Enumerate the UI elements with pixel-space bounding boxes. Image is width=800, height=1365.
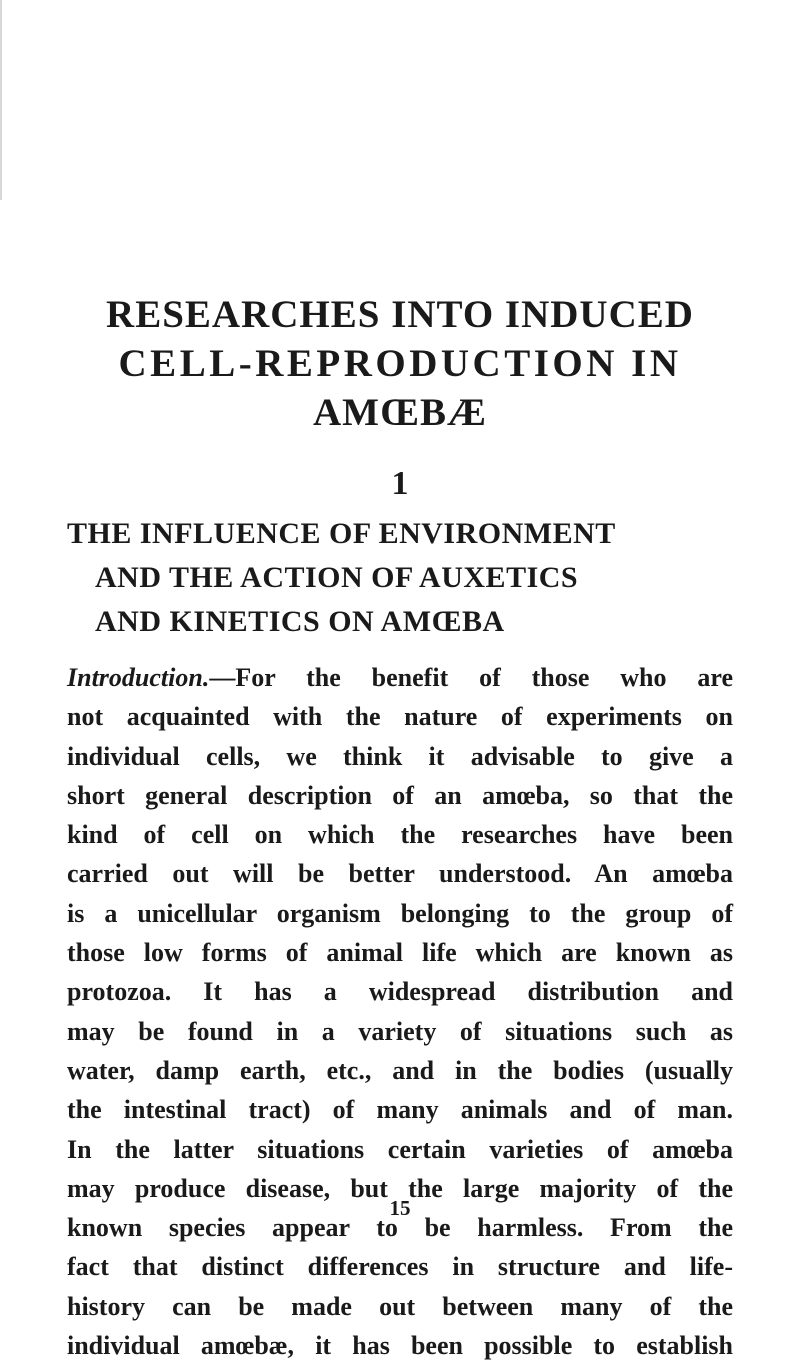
body-line-4: short general description of an amœba, so that the: [67, 780, 733, 810]
body-line-7: is a unicellular organism belonging to the group of: [67, 898, 733, 928]
body-paragraph: [67, 658, 733, 1365]
page-number: 15: [389, 1196, 411, 1220]
body-line-1: [67, 658, 733, 697]
page-edge: [0, 0, 2, 200]
introduction-lead: Introduction.: [67, 663, 210, 692]
body-line-13: In the latter situations certain varieties of amœba: [67, 1134, 733, 1164]
body-line-8: those low forms of animal life which are known as: [67, 938, 733, 968]
body-line-17: history can be made out between many of the: [67, 1291, 733, 1321]
body-line-3: individual cells, we think it advisable to give a: [67, 741, 733, 771]
chapter-number: 1: [391, 465, 409, 502]
body-line-1-text: —For the benefit of those who are: [209, 663, 733, 692]
book-title: [40, 290, 760, 437]
body-line-6: carried out will be better understood. An amœba: [67, 859, 733, 889]
body-line-2: not acquainted with the nature of experiments on: [67, 702, 733, 732]
body-line-12: the intestinal tract) of many animals and of man.: [67, 1095, 733, 1125]
body-line-5: kind of cell on which the researches have been: [67, 820, 733, 850]
body-line-9: protozoa. It has a widespread distribution and: [67, 977, 733, 1007]
body-line-18: individual amœbæ, it has been possible to establish: [67, 1331, 733, 1361]
body-line-16: fact that distinct differences in structure and life-: [67, 1252, 733, 1282]
title-line-1: RESEARCHES INTO INDUCED: [106, 293, 694, 336]
chapter-heading-line-1: THE INFLUENCE OF ENVIRONMENT: [67, 517, 616, 550]
title-line-3: AMŒBÆ: [313, 391, 487, 434]
body-line-15: known species appear to be harmless. From the: [67, 1213, 733, 1243]
body-line-11: water, damp earth, etc., and in the bodies (usually: [67, 1055, 733, 1085]
body-line-14: may produce disease, but the large majority of the: [67, 1173, 733, 1203]
chapter-heading: [67, 512, 747, 644]
body-line-10: may be found in a variety of situations such as: [67, 1016, 733, 1046]
title-line-2: CELL-REPRODUCTION IN: [118, 342, 682, 385]
chapter-heading-line-2: AND THE ACTION OF AUXETICS: [95, 561, 579, 594]
chapter-heading-line-3: AND KINETICS ON AMŒBA: [95, 605, 505, 638]
